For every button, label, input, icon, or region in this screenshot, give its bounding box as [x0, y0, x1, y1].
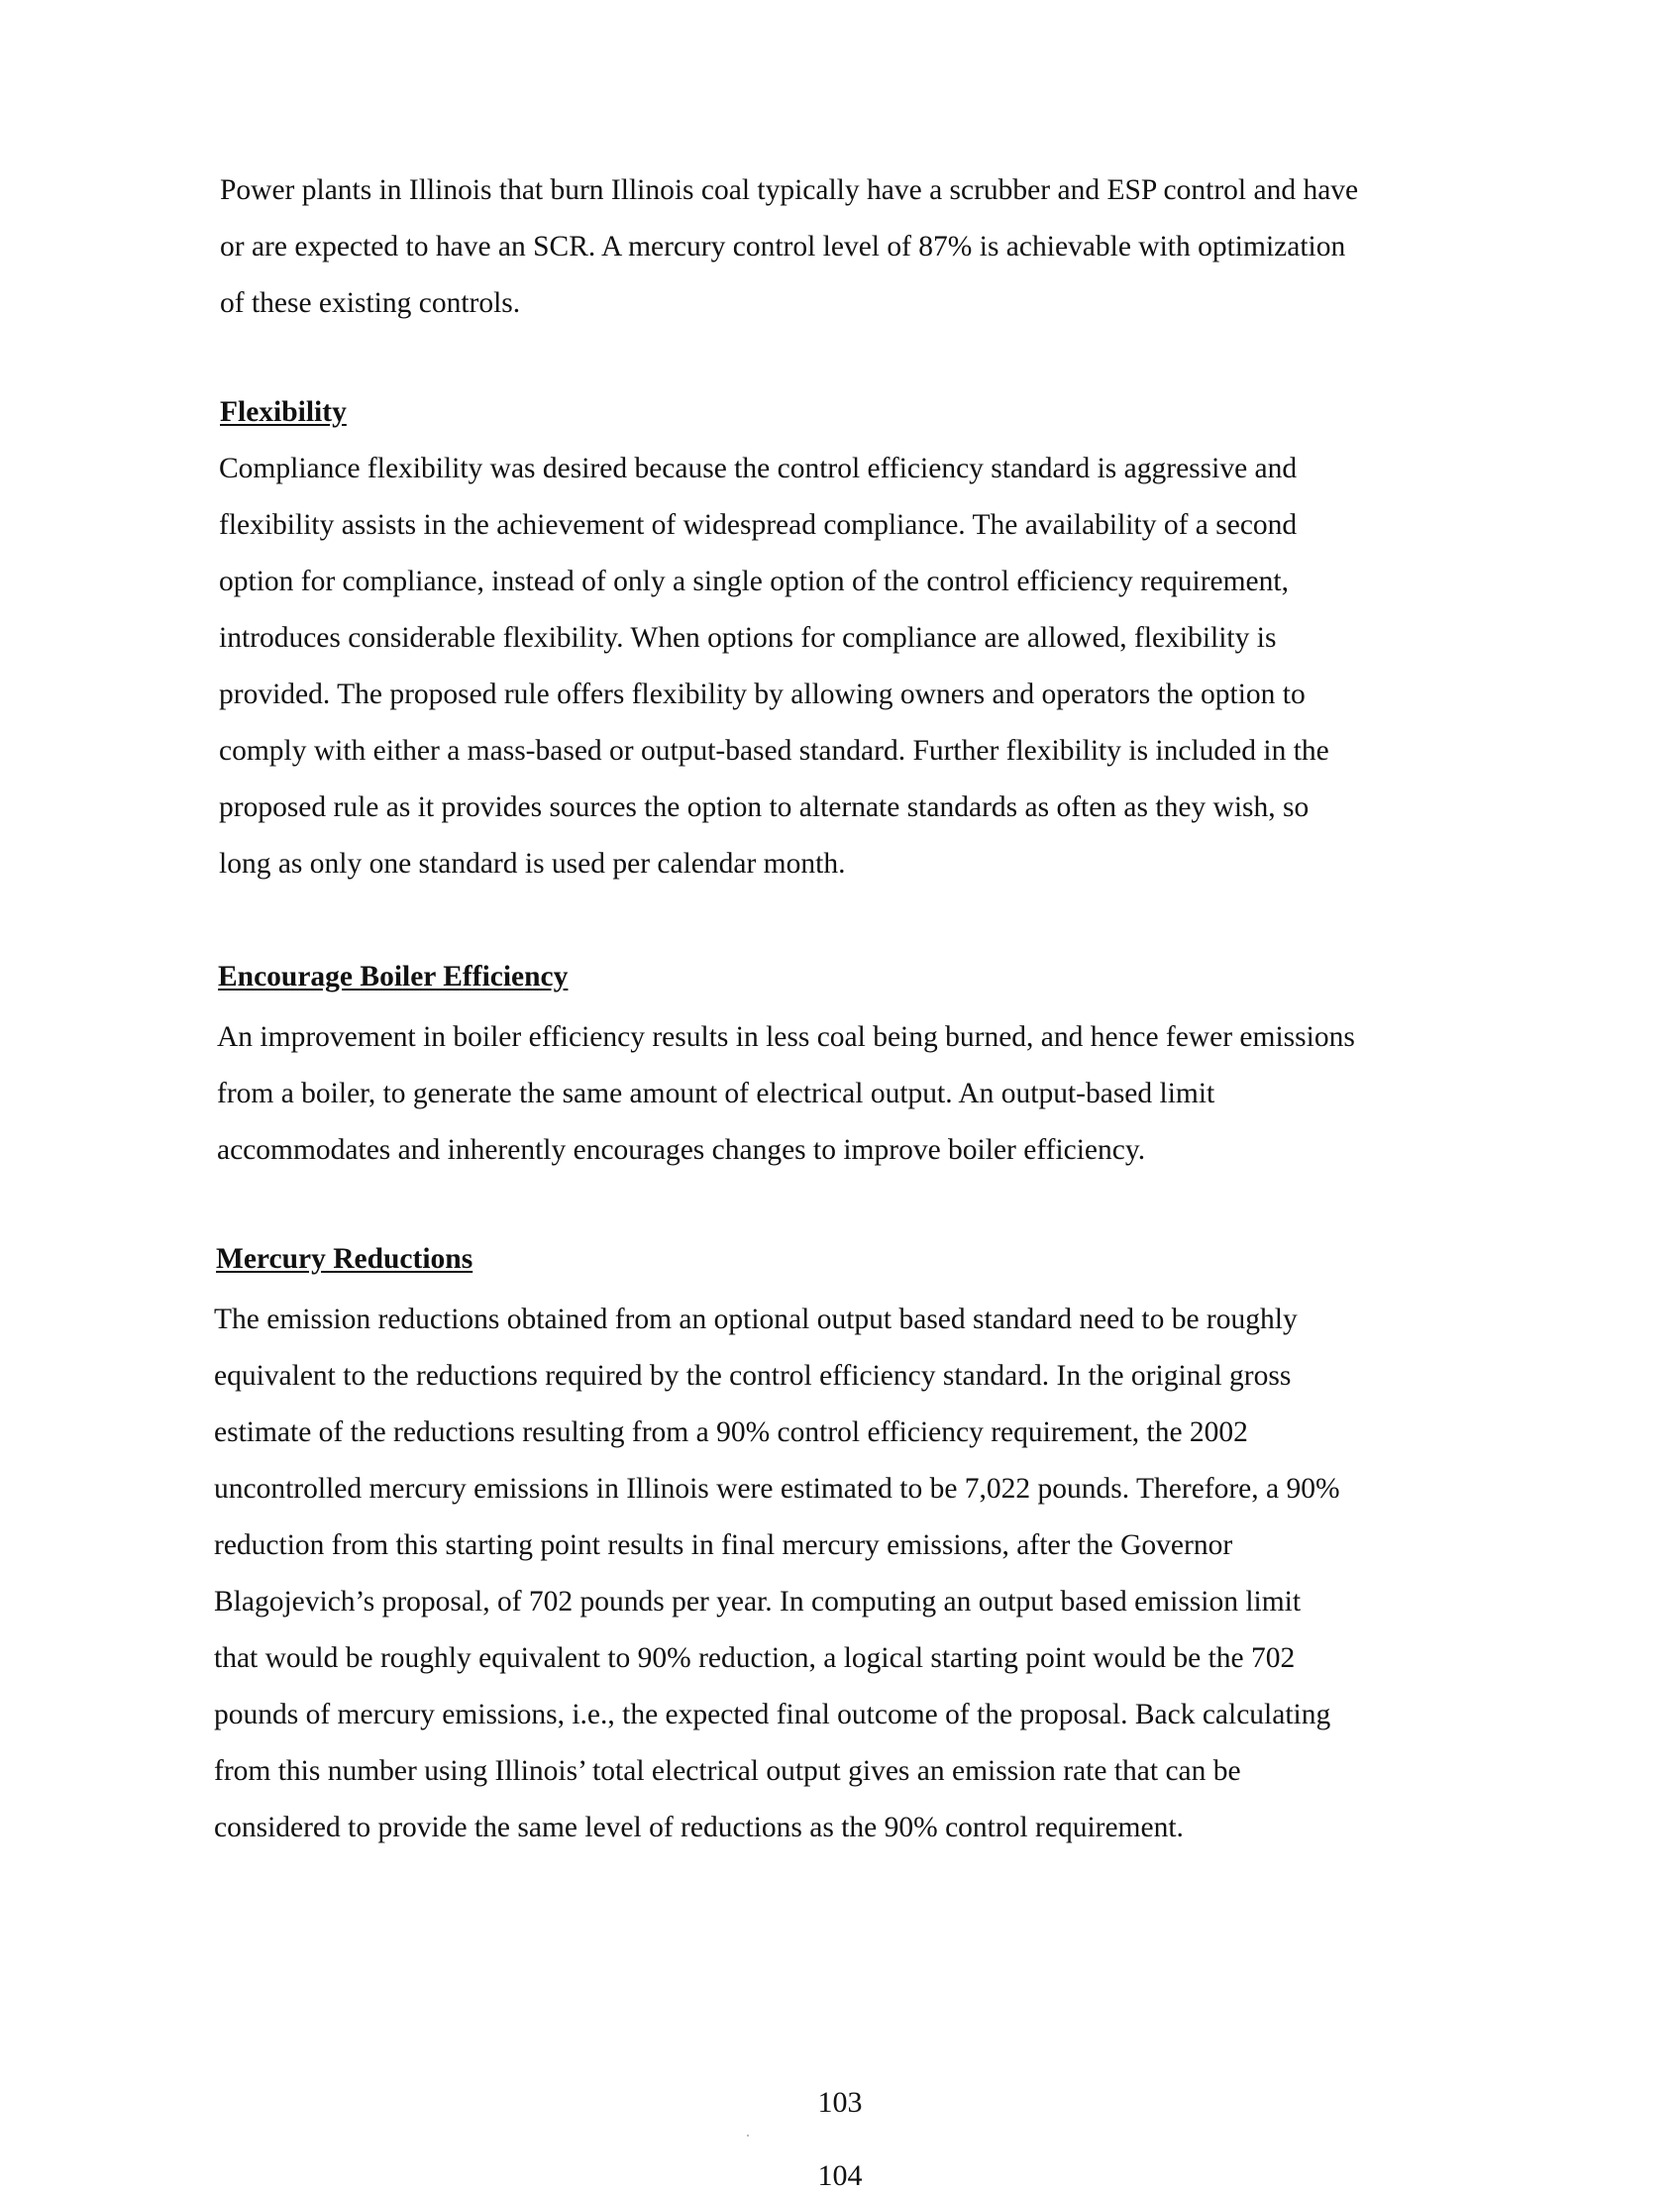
intro-paragraph [220, 162, 1508, 332]
section-heading-boiler-efficiency: Encourage Boiler Efficiency [218, 961, 569, 992]
paragraph-line: Blagojevich’s proposal, of 702 pounds per year. In computing an output based emission limit [214, 1586, 1302, 1618]
section-heading-mercury-reductions: Mercury Reductions [216, 1243, 473, 1275]
paragraph-line: that would be roughly equivalent to 90% reduction, a logical starting point would be the 702 [214, 1642, 1296, 1674]
paragraph-line: An improvement in boiler efficiency results in less coal being burned, and hence fewer emissions [217, 1021, 1355, 1053]
section-heading-flexibility: Flexibility [220, 396, 347, 428]
flexibility-paragraph [219, 441, 1507, 892]
next-page-number: 104 [817, 2159, 863, 2192]
page-number: 103 [817, 2086, 863, 2119]
paragraph-line: Compliance flexibility was desired because the control efficiency standard is aggressive and [219, 453, 1298, 484]
paragraph-line: proposed rule as it provides sources the option to alternate standards as often as they wish, so [219, 791, 1310, 823]
paragraph-line: of these existing controls. [220, 287, 521, 319]
paragraph-line: option for compliance, instead of only a single option of the control efficiency requirement, [219, 566, 1289, 597]
paragraph-line: estimate of the reductions resulting from a 90% control efficiency requirement, the 2002 [214, 1416, 1248, 1448]
paragraph-line: or are expected to have an SCR. A mercury control level of 87% is achievable with optimization [220, 231, 1346, 262]
paragraph-line: long as only one standard is used per calendar month. [219, 848, 846, 880]
paragraph-line: uncontrolled mercury emissions in Illinois were estimated to be 7,022 pounds. Therefore, a 90% [214, 1473, 1340, 1505]
paragraph-line: equivalent to the reductions required by the control efficiency standard. In the original gross [214, 1360, 1292, 1392]
paragraph-line: considered to provide the same level of reductions as the 90% control requirement. [214, 1812, 1184, 1843]
paragraph-line: Power plants in Illinois that burn Illinois coal typically have a scrubber and ESP control and have [220, 174, 1359, 206]
scan-speck [747, 2135, 749, 2137]
paragraph-line: reduction from this starting point results in final mercury emissions, after the Governor [214, 1529, 1233, 1561]
boiler-efficiency-paragraph [217, 1009, 1505, 1179]
paragraph-line: provided. The proposed rule offers flexibility by allowing owners and operators the option to [219, 679, 1306, 710]
paragraph-line: flexibility assists in the achievement of widespread compliance. The availability of a second [219, 509, 1298, 541]
paragraph-line: from this number using Illinois’ total electrical output gives an emission rate that can be [214, 1755, 1241, 1787]
mercury-reductions-paragraph [214, 1292, 1502, 1856]
paragraph-line: from a boiler, to generate the same amount of electrical output. An output-based limit [217, 1078, 1215, 1109]
paragraph-line: comply with either a mass-based or output-based standard. Further flexibility is included in the [219, 735, 1329, 767]
paragraph-line: pounds of mercury emissions, i.e., the expected final outcome of the proposal. Back calculating [214, 1699, 1331, 1730]
paragraph-line: The emission reductions obtained from an optional output based standard need to be roughly [214, 1304, 1298, 1335]
paragraph-line: accommodates and inherently encourages changes to improve boiler efficiency. [217, 1134, 1146, 1166]
paragraph-line: introduces considerable flexibility. When options for compliance are allowed, flexibility is [219, 622, 1277, 654]
